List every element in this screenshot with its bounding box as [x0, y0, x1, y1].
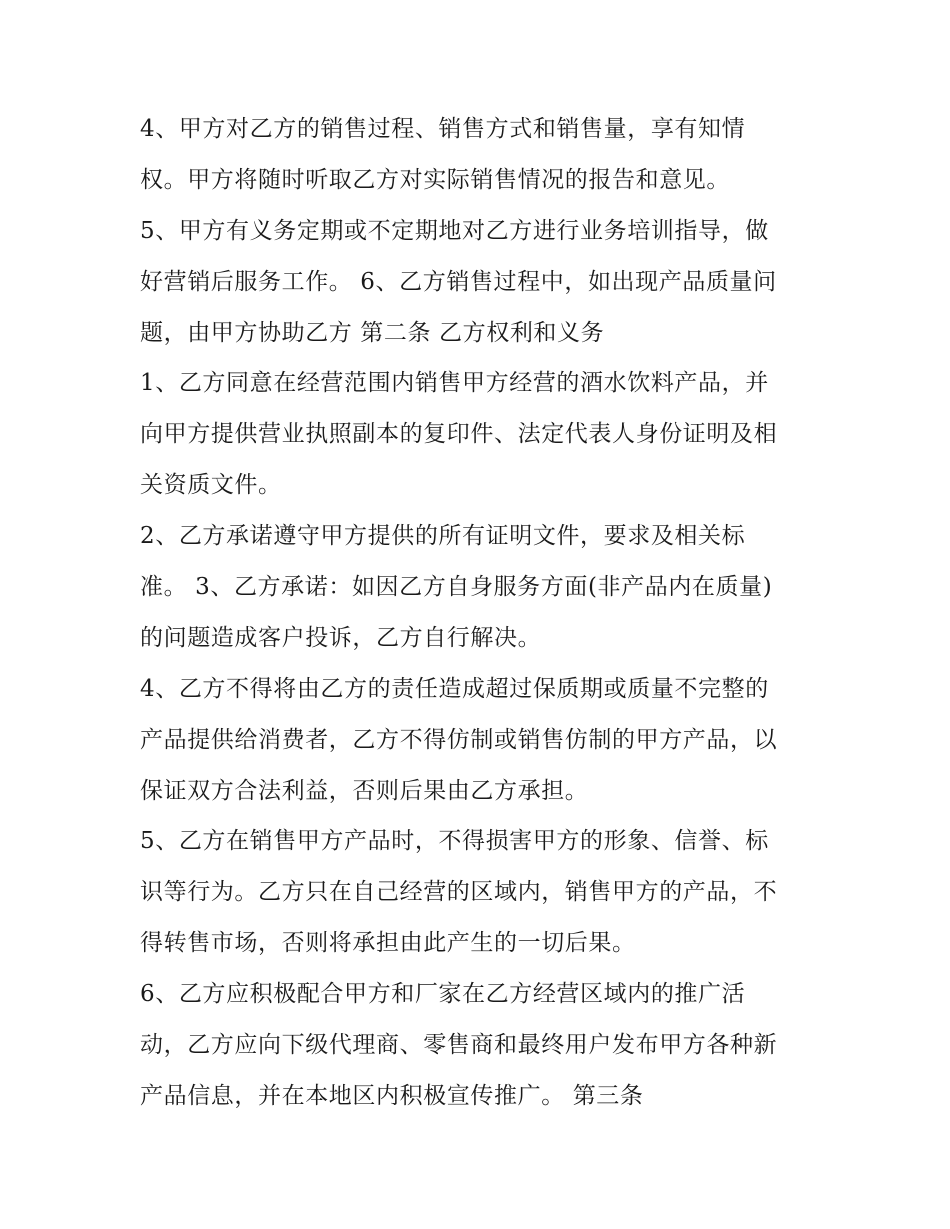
text-line: 1、乙方同意在经营范围内销售甲方经营的酒水饮料产品，并	[140, 370, 769, 397]
text-line: 2、乙方承诺遵守甲方提供的所有证明文件，要求及相关标	[140, 523, 746, 550]
text-line: 准。 3、乙方承诺：如因乙方自身服务方面(非产品内在质量)	[140, 574, 773, 601]
text-line: 权。甲方将随时听取乙方对实际销售情况的报告和意见。	[140, 166, 730, 193]
text-line: 5、乙方在销售甲方产品时，不得损害甲方的形象、信誉、标	[140, 828, 769, 855]
text-line: 的问题造成客户投诉，乙方自行解决。	[140, 624, 542, 651]
text-line: 动，乙方应向下级代理商、零售商和最终用户发布甲方各种新	[140, 1032, 778, 1059]
document-body	[140, 104, 820, 1122]
text-line: 4、甲方对乙方的销售过程、销售方式和销售量，享有知情	[140, 116, 746, 142]
text-line: 识等行为。乙方只在自己经营的区域内，销售甲方的产品，不	[140, 879, 778, 906]
text-line: 产品提供给消费者，乙方不得仿制或销售仿制的甲方产品，以	[140, 726, 778, 753]
text-line: 向甲方提供营业执照副本的复印件、法定代表人身份证明及相	[140, 421, 778, 448]
text-line: 5、甲方有义务定期或不定期地对乙方进行业务培训指导，做	[140, 217, 769, 244]
text-line: 产品信息，并在本地区内积极宣传推广。 第三条	[140, 1082, 644, 1109]
text-line: 题，由甲方协助乙方 第二条 乙方权利和义务	[140, 319, 605, 346]
text-line: 保证双方合法利益，否则后果由乙方承担。	[140, 777, 589, 804]
text-line: 6、乙方应积极配合甲方和厂家在乙方经营区域内的推广活	[140, 981, 746, 1008]
text-line: 得转售市场，否则将承担由此产生的一切后果。	[140, 930, 636, 957]
text-line: 好营销后服务工作。 6、乙方销售过程中，如出现产品质量问	[140, 268, 777, 295]
text-line: 关资质文件。	[140, 472, 282, 499]
text-line: 4、乙方不得将由乙方的责任造成超过保质期或质量不完整的	[140, 675, 769, 702]
